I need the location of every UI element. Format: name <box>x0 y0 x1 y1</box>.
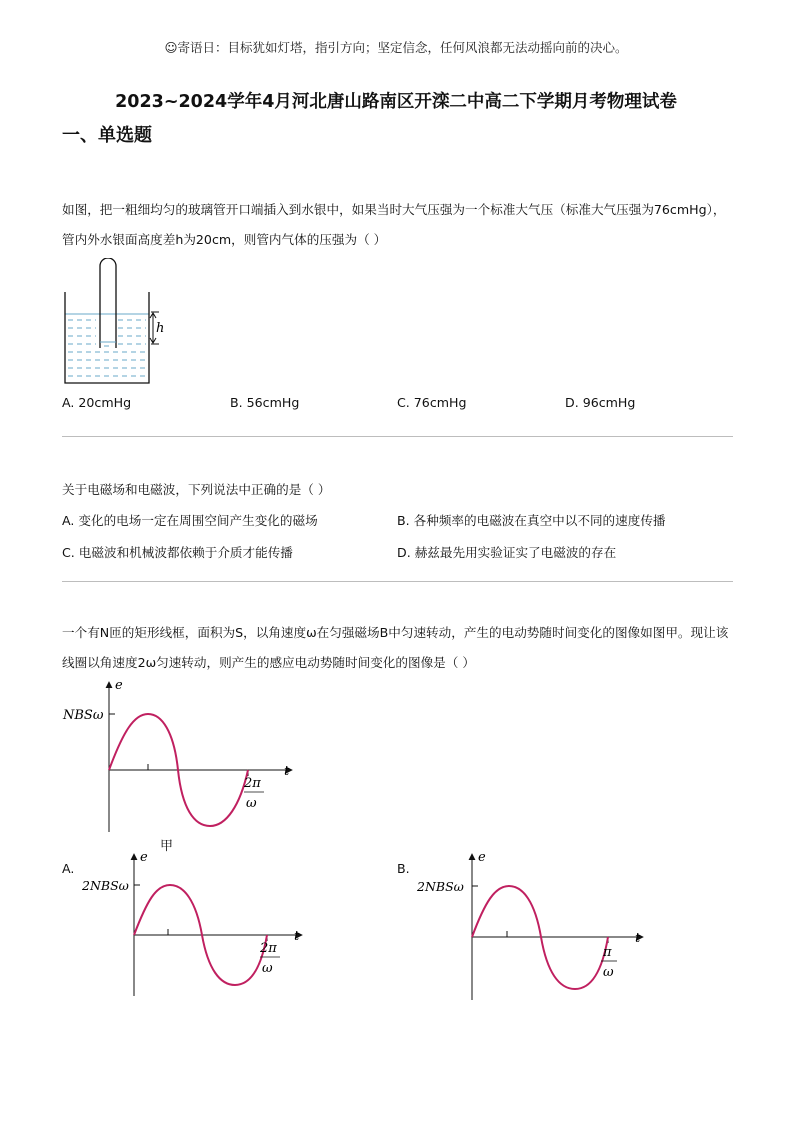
container <box>65 292 149 383</box>
x-label: t <box>284 764 290 779</box>
x-label: t <box>635 931 641 946</box>
y-label: e <box>115 678 123 693</box>
graph-option-a[interactable] <box>80 848 310 998</box>
q2-option-d[interactable]: D. 赫兹最先用实验证实了电磁波的存在 <box>397 545 617 560</box>
graph-option-b[interactable] <box>415 848 650 1003</box>
q1-option-d[interactable]: D. 96cmHg <box>565 395 636 410</box>
section-title: 一、单选题 <box>62 125 152 146</box>
exam-title: 2023~2024学年4月河北唐山路南区开滦二中高二下学期月考物理试卷 <box>115 92 677 112</box>
q3-stem: 一个有N匝的矩形线框，面积为S，以角速度ω在匀强磁场B中匀速转动，产生的电动势随时间变化的图像如图甲。现让该线圈以角速度2ω匀速转动，则产生的感应电动势随时间变化的图像是（ ） <box>62 625 729 670</box>
mercury-lines <box>68 320 146 376</box>
graph-caption: 甲 <box>160 839 174 854</box>
q2-option-c[interactable]: C. 电磁波和机械波都依赖于介质才能传播 <box>62 545 293 560</box>
amplitude-label: 2NBSω <box>417 879 464 894</box>
divider <box>62 436 733 437</box>
period-denominator: ω <box>246 796 257 811</box>
y-label: e <box>140 850 148 865</box>
q1-figure-tube-in-mercury <box>62 258 172 388</box>
q1-stem: 如图，把一粗细均匀的玻璃管开口端插入到水银中，如果当时大气压强为一个标准大气压（标准大气压强为76cmHg），管内外水银面高度差h为20cm，则管内气体的压强为（ ） <box>62 202 726 247</box>
q1-option-c[interactable]: C. 76cmHg <box>397 395 467 410</box>
q3-option-a-letter[interactable]: A. <box>62 861 75 876</box>
q1-option-a[interactable]: A. 20cmHg <box>62 395 132 410</box>
amplitude-label: NBSω <box>63 708 104 723</box>
period-numerator: π <box>603 945 612 960</box>
divider <box>62 581 733 582</box>
y-label: e <box>478 850 486 865</box>
graph-main <box>60 676 300 836</box>
motto: ☺寄语日：目标犹如灯塔，指引方向；坚定信念，任何风浪都无法动摇向前的决心。 <box>164 40 628 55</box>
q3-option-b-letter[interactable]: B. <box>397 861 410 876</box>
q1-option-b[interactable]: B. 56cmHg <box>230 395 300 410</box>
q2-option-a[interactable]: A. 变化的电场一定在周围空间产生变化的磁场 <box>62 513 318 528</box>
period-denominator: ω <box>603 965 614 980</box>
h-label: h <box>156 321 165 336</box>
period-numerator: 2π <box>260 941 277 956</box>
x-label: t <box>294 929 300 944</box>
period-numerator: 2π <box>244 776 261 791</box>
q2-stem: 关于电磁场和电磁波，下列说法中正确的是（ ） <box>62 482 331 497</box>
amplitude-label: 2NBSω <box>82 878 129 893</box>
glass-tube <box>100 258 116 348</box>
q2-option-b[interactable]: B. 各种频率的电磁波在真空中以不同的速度传播 <box>397 513 666 528</box>
period-denominator: ω <box>262 961 273 976</box>
